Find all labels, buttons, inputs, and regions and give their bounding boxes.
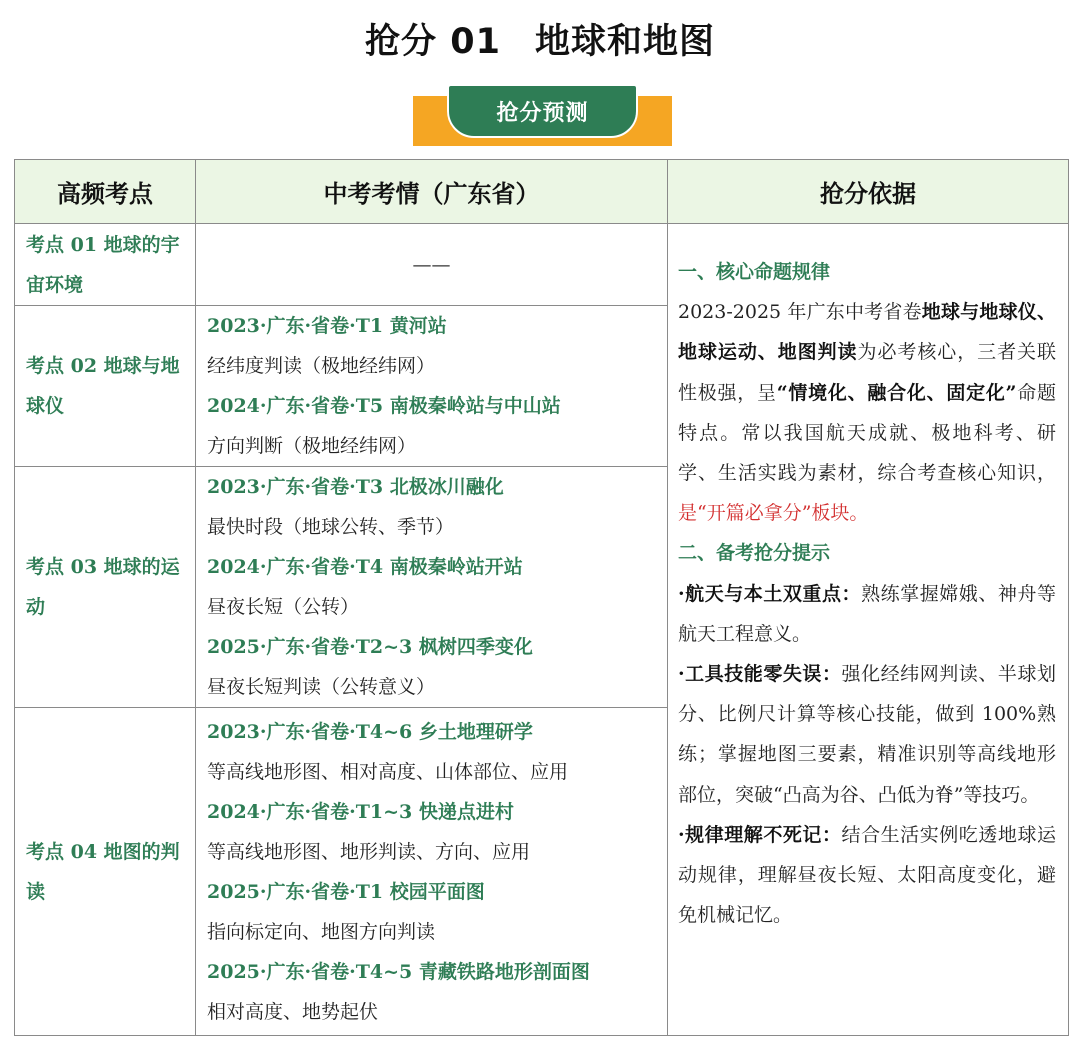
tip-item [678,654,1056,815]
exam-detail: 经纬度判读（极地经纬网） [207,355,436,377]
exam-table [14,159,1069,1036]
basis-text: 2023-2025 年广东中考省卷 [678,301,922,324]
exam-detail: 等高线地形图、地形判读、方向、应用 [207,840,531,863]
column-header: 中考考情（广东省） [196,160,668,224]
empty-cell: —— [196,224,668,306]
exam-detail: 最快时段（地球公转、季节） [207,516,455,538]
banner-label: 抢分预测 [447,84,638,138]
point-cell: 考点 01 地球的宇宙环境 [15,224,196,306]
basis-paragraph [678,292,1056,533]
table-header-row [15,160,1069,224]
exam-source: 2023·广东·省卷·T3 北极冰川融化 [207,476,504,498]
point-cell: 考点 03 地球的运动 [15,467,196,708]
exam-detail: 等高线地形图、相对高度、山体部位、应用 [207,760,569,783]
exam-detail: 昼夜长短（公转） [207,596,360,618]
point-cell: 考点 02 地球与地球仪 [15,306,196,467]
tip-title: ·规律理解不死记： [678,823,842,846]
tip-text: 熟练掌握嫦娥、神舟等航天工程意义。 [678,582,1056,645]
page-title [0,14,1080,64]
section-banner [413,84,672,146]
exam-detail: 相对高度、地势起伏 [207,1000,379,1023]
column-header: 高频考点 [15,160,196,224]
exam-cell [196,467,668,708]
table-row [15,224,1069,306]
exam-detail: 昼夜长短判读（公转意义） [207,676,436,698]
basis-text: 命题特点。常以我国航天成就、极地科考、研学、生活实践为素材，综合考查核心知识， [678,381,1056,485]
exam-source: 2025·广东·省卷·T4~5 青藏铁路地形剖面图 [207,960,590,983]
exam-cell [196,708,668,1036]
exam-source: 2024·广东·省卷·T4 南极秦岭站开站 [207,556,523,578]
tip-title: ·工具技能零失误： [678,663,842,686]
exam-cell [196,306,668,467]
exam-source: 2023·广东·省卷·T4~6 乡土地理研学 [207,720,533,743]
exam-source: 2024·广东·省卷·T1~3 快递点进村 [207,800,514,823]
exam-detail: 方向判断（极地经纬网） [207,435,417,457]
basis-text: 为必考核心，三者关联性极强，呈 [678,341,1056,404]
basis-bold: 地球与地球仪、地球运动、地图判读 [678,301,1056,364]
column-header: 抢分依据 [668,160,1069,224]
tip-item [678,574,1056,654]
tip-item [678,815,1056,936]
exam-source: 2025·广东·省卷·T1 校园平面图 [207,880,485,903]
exam-source: 2025·广东·省卷·T2~3 枫树四季变化 [207,636,533,658]
exam-source: 2023·广东·省卷·T1 黄河站 [207,315,447,337]
tip-title: ·航天与本土双重点： [678,582,862,605]
exam-detail: 指向标定向、地图方向判读 [207,920,436,943]
basis-cell [668,224,1069,1036]
title-prefix: 抢分 01 [365,22,501,62]
basis-heading: 二、备考抢分提示 [678,542,831,565]
tip-text: 结合生活实例吃透地球运动规律，理解昼夜长短、太阳高度变化，避免机械记忆。 [678,823,1056,927]
point-cell: 考点 04 地图的判读 [15,708,196,1036]
basis-heading: 一、核心命题规律 [678,261,831,283]
tip-text: 强化经纬网判读、半球划分、比例尺计算等核心技能，做到 100%熟练；掌握地图三要素，精准识别等高线地形部位，突破“凸高为谷、凸低为脊”等技巧。 [678,663,1056,806]
title-main: 地球和地图 [534,22,715,62]
exam-source: 2024·广东·省卷·T5 南极秦岭站与中山站 [207,395,561,417]
basis-highlight: 是“开篇必拿分”板块。 [678,502,869,525]
basis-bold: “情境化、融合化、固定化” [776,381,1017,404]
